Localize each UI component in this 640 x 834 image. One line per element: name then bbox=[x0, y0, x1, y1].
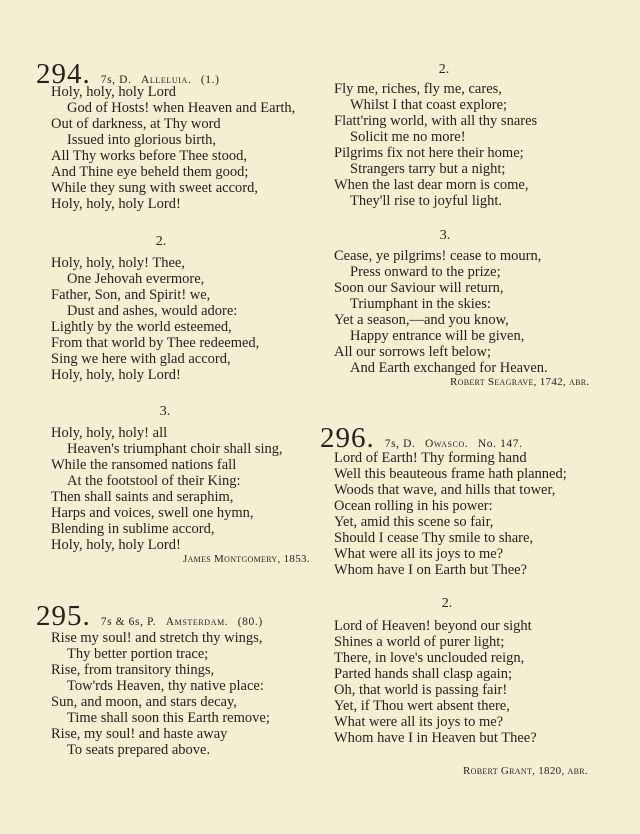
verse-line: Triumphant in the skies: bbox=[350, 296, 491, 312]
verse-line: Lord of Heaven! beyond our sight bbox=[334, 618, 532, 634]
credit-text: Robert Seagrave, 1742, abr. bbox=[450, 376, 590, 388]
verse-line: Dust and ashes, would adore: bbox=[67, 303, 238, 319]
verse-line: Father, Son, and Spirit! we, bbox=[51, 287, 211, 303]
verse-line: What were all its joys to me? bbox=[334, 546, 504, 562]
verse-line: Lightly by the world esteemed, bbox=[51, 319, 232, 335]
verse-line: What were all its joys to me? bbox=[334, 714, 504, 730]
hymn-tune-number: (1.) bbox=[200, 74, 220, 86]
hymn-tune: Amsterdam. bbox=[165, 616, 229, 628]
verse-line: From that world by Thee redeemed, bbox=[51, 335, 260, 351]
verse-line: Fly me, riches, fly me, cares, bbox=[334, 81, 502, 97]
hymn-meter: 7s & 6s, P. bbox=[100, 616, 157, 628]
verse-line: Rise, from transitory things, bbox=[51, 662, 215, 678]
verse-line: Holy, holy, holy Lord! bbox=[51, 537, 181, 553]
hymn-tune-number: (80.) bbox=[237, 616, 263, 628]
verse-line: Rise, my soul! and haste away bbox=[51, 726, 228, 742]
verse-line: Thy better portion trace; bbox=[67, 646, 209, 662]
verse-line: They'll rise to joyful light. bbox=[350, 193, 503, 209]
verse-line: Blending in sublime accord, bbox=[51, 521, 215, 537]
hymn-meta bbox=[101, 616, 263, 628]
hymn-295-credit bbox=[450, 376, 589, 388]
verse-line: There, in love's unclouded reign, bbox=[334, 650, 525, 666]
verse-line: Sing we here with glad accord, bbox=[51, 351, 231, 367]
verse-line: Oh, that world is passing fair! bbox=[334, 682, 508, 698]
verse-line: Soon our Saviour will return, bbox=[334, 280, 504, 296]
hymn-number: 295. bbox=[36, 600, 91, 632]
verse-line: Holy, holy, holy! Thee, bbox=[51, 255, 185, 271]
verse-line: Press onward to the prize; bbox=[350, 264, 501, 280]
verse-line: And Earth exchanged for Heaven. bbox=[350, 360, 548, 376]
hymn-meta bbox=[385, 438, 523, 450]
hymn-tune: Owasco. bbox=[425, 438, 469, 450]
hymn-294-credit: James Montgomery, 1853. bbox=[183, 553, 310, 565]
verse-line: Holy, holy, holy Lord! bbox=[51, 196, 181, 212]
verse-line: All our sorrows left below; bbox=[334, 344, 492, 360]
verse-line: When the last dear morn is come, bbox=[334, 177, 529, 193]
verse-number: 2. bbox=[438, 62, 450, 77]
verse-line: And Thine eye beheld them good; bbox=[51, 164, 249, 180]
verse-line: Solicit me no more! bbox=[350, 129, 466, 145]
verse-line: Strangers tarry but a night; bbox=[350, 161, 506, 177]
verse-line: Yet, if Thou wert absent there, bbox=[334, 698, 510, 714]
verse-line: Flatt'ring world, with all thy snares bbox=[334, 113, 538, 129]
verse-line: Time shall soon this Earth remove; bbox=[67, 710, 270, 726]
verse-line: Ocean rolling in his power: bbox=[334, 498, 493, 514]
hymn-number: 296. bbox=[320, 422, 375, 454]
verse-line: Issued into glorious birth, bbox=[67, 132, 217, 148]
verse-number: 3. bbox=[439, 228, 451, 243]
verse-line: Then shall saints and seraphim, bbox=[51, 489, 234, 505]
verse-line: Out of darkness, at Thy word bbox=[51, 116, 221, 132]
verse-line: Holy, holy, holy Lord! bbox=[51, 367, 181, 383]
verse-line: Cease, ye pilgrims! cease to mourn, bbox=[334, 248, 542, 264]
hymn-tune: Alleluia. bbox=[141, 74, 192, 86]
hymn-meter: 7s, D. bbox=[384, 438, 416, 450]
verse-line: Lord of Earth! Thy forming hand bbox=[334, 450, 527, 466]
verse-line: While the ransomed nations fall bbox=[51, 457, 237, 473]
verse-line: Pilgrims fix not here their home; bbox=[334, 145, 524, 161]
hymn-meter: 7s, D. bbox=[100, 74, 132, 86]
verse-line: Parted hands shall clasp again; bbox=[334, 666, 512, 682]
verse-line: God of Hosts! when Heaven and Earth, bbox=[67, 100, 296, 116]
verse-line: All Thy works before Thee stood, bbox=[51, 148, 247, 164]
verse-line: Happy entrance will be given, bbox=[350, 328, 525, 344]
hymn-296-credit: Robert Grant, 1820, abr. bbox=[463, 765, 588, 777]
verse-number: 3. bbox=[159, 404, 171, 419]
verse-line: One Jehovah evermore, bbox=[67, 271, 205, 287]
verse-line: Holy, holy, holy! all bbox=[51, 425, 168, 441]
verse-number: 2. bbox=[441, 596, 453, 611]
hymn-number: 294. bbox=[36, 58, 91, 90]
verse-line: Tow'rds Heaven, thy native place: bbox=[67, 678, 264, 694]
verse-line: Harps and voices, swell one hymn, bbox=[51, 505, 254, 521]
verse-line: Yet, amid this scene so fair, bbox=[334, 514, 494, 530]
verse-line: Rise my soul! and stretch thy wings, bbox=[51, 630, 263, 646]
verse-line: Shines a world of purer light; bbox=[334, 634, 505, 650]
verse-line: To seats prepared above. bbox=[67, 742, 211, 758]
verse-line: Whilst I that coast explore; bbox=[350, 97, 508, 113]
verse-number: 2. bbox=[155, 234, 167, 249]
verse-line: Heaven's triumphant choir shall sing, bbox=[67, 441, 283, 457]
verse-line: While they sung with sweet accord, bbox=[51, 180, 258, 196]
hymn-295-header bbox=[36, 600, 263, 633]
verse-line: Well this beauteous frame hath planned; bbox=[334, 466, 567, 482]
verse-line: Holy, holy, holy Lord bbox=[51, 84, 176, 100]
verse-line: Whom have I on Earth but Thee? bbox=[334, 562, 527, 578]
verse-line: Sun, and moon, and stars decay, bbox=[51, 694, 237, 710]
verse-line: At the footstool of their King: bbox=[67, 473, 241, 489]
verse-line: Should I cease Thy smile to share, bbox=[334, 530, 534, 546]
verse-line: Yet a season,—and you know, bbox=[334, 312, 509, 328]
verse-line: Woods that wave, and hills that tower, bbox=[334, 482, 556, 498]
verse-line: Whom have I in Heaven but Thee? bbox=[334, 730, 537, 746]
hymn-tune-number: No. 147. bbox=[477, 438, 523, 450]
